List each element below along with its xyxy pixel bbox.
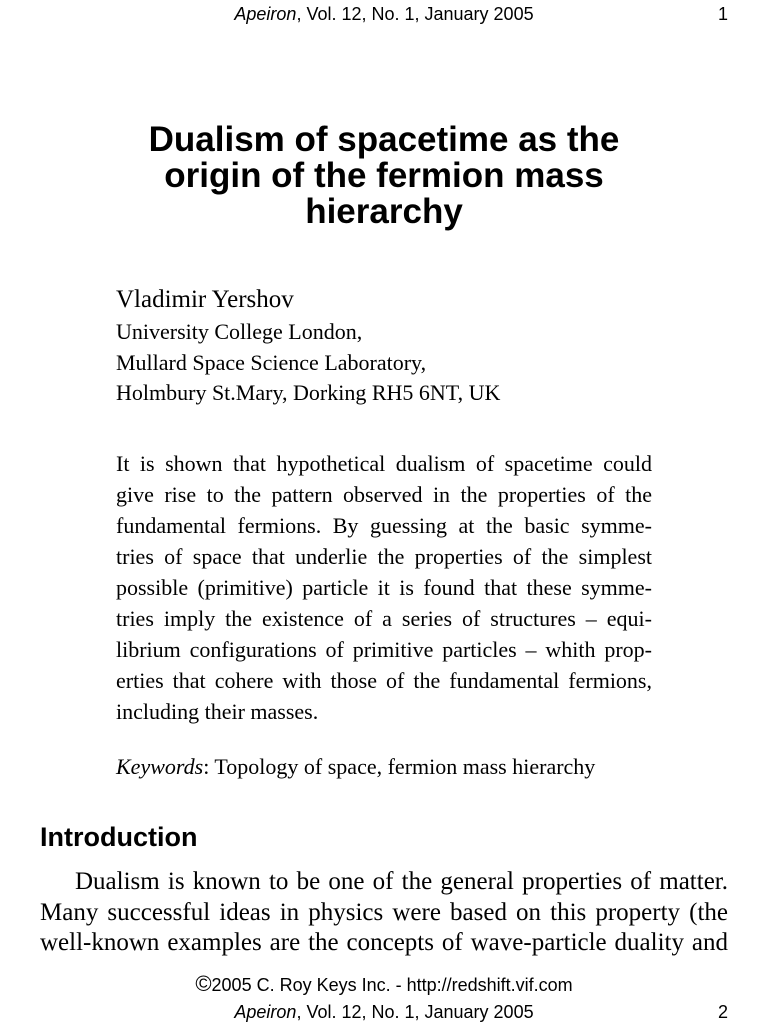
keywords-text: : Topology of space, fermion mass hierarchy [203,754,596,779]
issue-info: , Vol. 12, No. 1, January 2005 [296,4,534,24]
section-heading-introduction: Introduction [40,822,198,852]
author-affiliation [116,317,500,409]
introduction-paragraph [40,867,728,959]
journal-name: Apeiron [234,4,297,24]
page-number: 1 [717,4,728,24]
abstract-line: tries of space that underlie the properties of the simplest [116,543,652,569]
journal-name: Apeiron [234,1002,297,1022]
abstract-line: including their masses. [116,698,319,724]
paper-title [0,122,768,230]
issue-info: , Vol. 12, No. 1, January 2005 [296,1002,534,1022]
keywords [116,752,595,782]
abstract-line: tries imply the existence of a series of structures – equi- [116,605,652,631]
abstract-line: librium configurations of primitive particles – whith prop- [116,636,652,662]
introduction-line: Dualism is known to be one of the general properties of matter. [75,868,728,895]
keywords-label: Keywords [116,754,204,779]
running-footer [0,1001,768,1023]
abstract-line: give rise to the pattern observed in the properties of the [116,481,652,507]
affiliation-line: Holmbury St.Mary, Dorking RH5 6NT, UK [116,380,501,405]
author-name: Vladimir Yershov [116,286,294,313]
abstract-line: It is shown that hypothetical dualism of spacetime could [116,450,652,476]
running-header [0,3,768,25]
abstract-line: possible (primitive) particle it is found that these symme- [116,574,652,600]
affiliation-line: University College London, [116,319,363,344]
affiliation-line: Mullard Space Science Laboratory, [116,349,427,375]
copyright-icon: © [195,971,212,996]
title-line: hierarchy [305,192,463,231]
copyright-notice [0,972,768,997]
title-line: origin of the fermion mass [164,156,604,195]
page-number: 2 [717,1002,728,1022]
abstract-line: erties that cohere with those of the fundamental fermions, [116,667,652,693]
introduction-line: well-known examples are the concepts of wave-particle duality and [40,929,728,956]
introduction-line: Many successful ideas in physics were based on this property (the [40,898,728,926]
title-line: Dualism of spacetime as the [148,120,620,159]
abstract-line: fundamental fermions. By guessing at the basic symme- [116,512,652,538]
copyright-text: 2005 C. Roy Keys Inc. - http://redshift.vif.com [211,975,573,995]
abstract [116,448,652,727]
